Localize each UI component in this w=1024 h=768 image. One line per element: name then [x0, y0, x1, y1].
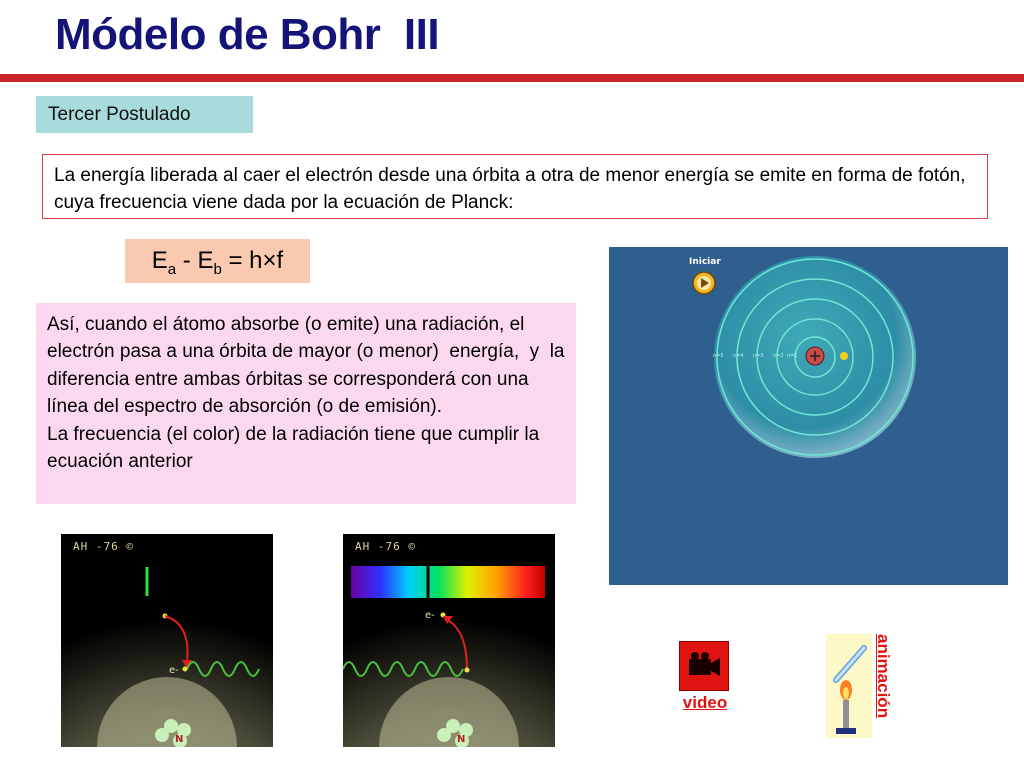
electron-icon [840, 352, 848, 360]
watermark: AH -76 © [355, 540, 416, 553]
electron-lower-icon [183, 667, 188, 672]
title-divider [0, 74, 1024, 82]
section-label: Tercer Postulado [36, 96, 253, 133]
animation-link[interactable] [873, 634, 893, 738]
eq-ea-sub: a [167, 260, 177, 278]
orbit-label-1: n=5 [713, 353, 724, 359]
electron-lower-icon [465, 668, 470, 673]
electron-label: e- [169, 665, 179, 676]
video-link[interactable]: video [682, 693, 728, 712]
bohr-animation-panel[interactable] [609, 247, 1008, 585]
explanation-paragraph-1: Así, cuando el átomo absorbe (o emite) una radiación, el electrón pasa a una órbita de mayor (o menor) energía, y la diferencia entre ambas órbitas se corresponderá con una línea del espectro de absorción (o de emisión). [47, 314, 570, 418]
bunsen-burner-icon[interactable] [826, 634, 872, 738]
explanation-paragraph-2: La frecuencia (el color) de la radiación tiene que cumplir la ecuación anterior [47, 423, 540, 473]
slide-title: Módelo de Bohr III [55, 10, 440, 59]
spectrum-band [351, 566, 545, 598]
video-camera-icon[interactable] [679, 641, 729, 691]
orbit-label-4: n=2 [773, 353, 784, 359]
nucleus-label: N [457, 734, 466, 745]
explanation-box [36, 303, 576, 504]
orbit-label-3: n=3 [753, 353, 764, 359]
eq-eb: E [197, 247, 214, 274]
play-icon[interactable] [693, 272, 715, 294]
nucleus-label: N [175, 734, 184, 745]
eq-eb-sub: b [213, 260, 222, 278]
orbit-label-5: n=1 [787, 353, 798, 359]
planck-equation [125, 239, 310, 283]
absorption-thumbnail [61, 534, 273, 747]
start-label: Iniciar [689, 257, 721, 267]
eq-minus: - [176, 247, 198, 274]
bohr-animation-svg [609, 247, 1008, 585]
nucleus-icon [806, 347, 824, 365]
orbit-label-2: n=4 [733, 353, 744, 359]
watermark: AH -76 © [73, 540, 134, 553]
electron-label: e- [425, 610, 435, 621]
eq-rhs: = h×f [221, 247, 284, 274]
animation-link-text[interactable]: animación [874, 634, 893, 719]
emission-thumbnail [343, 534, 555, 747]
postulate-text-box: La energía liberada al caer el electrón desde una órbita a otra de menor energía se emite en forma de fotón, cuya frecuencia viene dada por la ecuación de Planck: [42, 154, 988, 219]
eq-ea: E [151, 247, 168, 274]
